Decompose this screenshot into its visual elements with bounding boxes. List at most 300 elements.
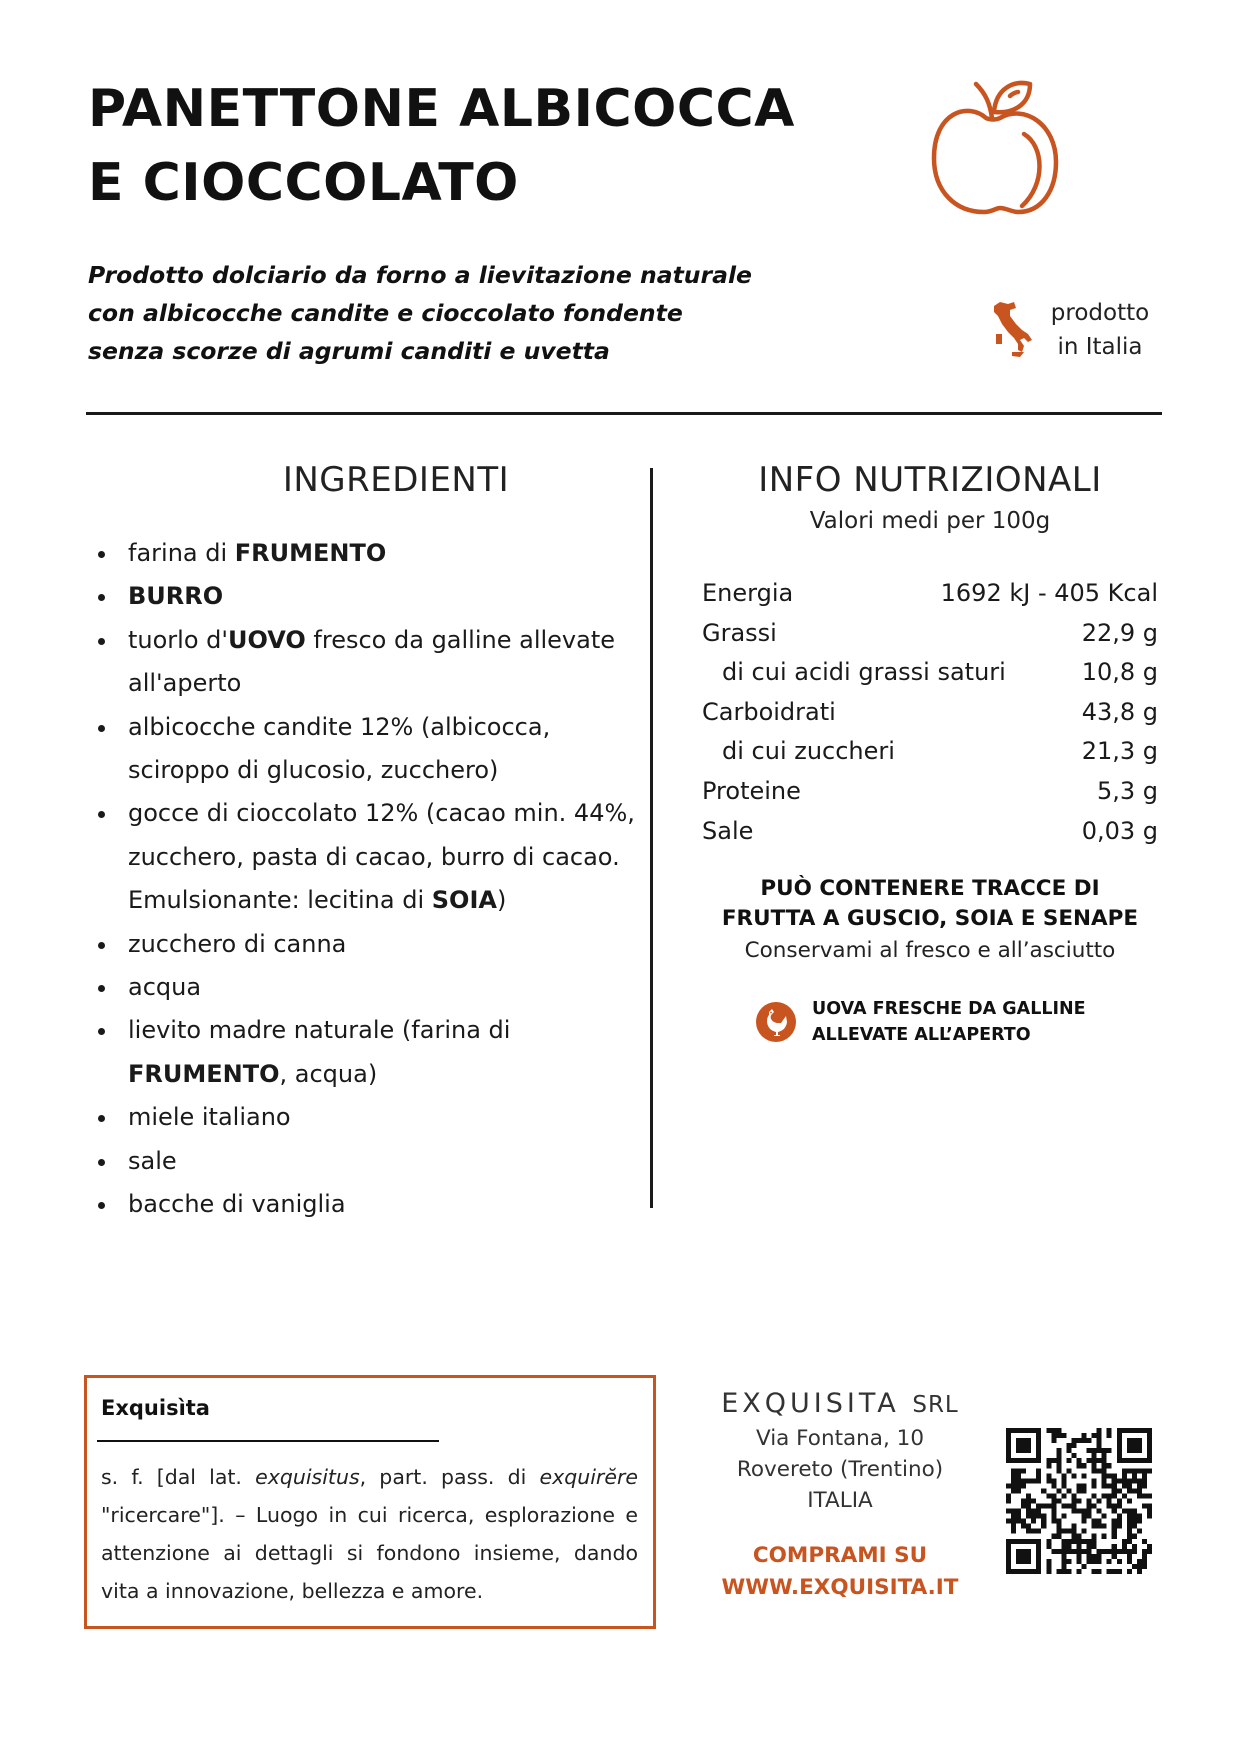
qr-module <box>1006 1544 1011 1549</box>
qr-module <box>1122 1428 1127 1433</box>
qr-module <box>1092 1478 1097 1483</box>
nutrition-table <box>702 574 1158 851</box>
qr-module <box>1011 1569 1016 1574</box>
qr-module <box>1107 1549 1112 1554</box>
qr-module <box>1061 1493 1066 1498</box>
eggs-line-1: UOVA FRESCHE DA GALLINE <box>812 999 1086 1019</box>
qr-module <box>1122 1483 1127 1488</box>
qr-module <box>1061 1473 1066 1478</box>
definition-rule <box>97 1440 439 1442</box>
qr-module <box>1142 1483 1147 1488</box>
qr-module <box>1127 1569 1132 1574</box>
qr-module <box>1117 1443 1122 1448</box>
qr-module <box>1092 1554 1097 1559</box>
qr-module <box>1087 1509 1092 1514</box>
qr-module <box>1092 1458 1097 1463</box>
qr-module <box>1132 1468 1137 1473</box>
qr-module <box>1066 1488 1071 1493</box>
qr-module <box>1006 1493 1011 1498</box>
ingredient-text: gocce di cioccolato 12% (cacao min. 44%, zucchero, pasta di cacao, burro di cacao. Emulsionante: lecitina di <box>128 799 635 915</box>
nutrition-label: di cui acidi grassi saturi <box>722 658 1006 687</box>
qr-module <box>1137 1438 1142 1443</box>
qr-module <box>1082 1519 1087 1524</box>
qr-module <box>1076 1488 1081 1493</box>
qr-module <box>1127 1478 1132 1483</box>
qr-module <box>1036 1504 1041 1509</box>
ingredient-text: farina di <box>128 539 235 567</box>
qr-module <box>1102 1448 1107 1453</box>
qr-module <box>1061 1539 1066 1544</box>
qr-module <box>1016 1514 1021 1519</box>
qr-module <box>1132 1488 1137 1493</box>
qr-module <box>1092 1519 1097 1524</box>
qr-module <box>1097 1569 1102 1574</box>
qr-module <box>1061 1433 1066 1438</box>
qr-module <box>1082 1509 1087 1514</box>
qr-module <box>1071 1549 1076 1554</box>
qr-module <box>1011 1519 1016 1524</box>
qr-module <box>1122 1509 1127 1514</box>
qr-module <box>1026 1428 1031 1433</box>
qr-module <box>1092 1539 1097 1544</box>
qr-module <box>1092 1544 1097 1549</box>
qr-module <box>1021 1554 1026 1559</box>
qr-module <box>1076 1483 1081 1488</box>
qr-module <box>1137 1448 1142 1453</box>
qr-module <box>1006 1453 1011 1458</box>
ingredient-text: bacche di vaniglia <box>128 1190 346 1219</box>
definition-text-segment: , part. pass. di <box>359 1465 540 1489</box>
buy-line-2[interactable]: WWW.EXQUISITA.IT <box>721 1575 959 1600</box>
qr-module <box>1056 1463 1061 1468</box>
qr-module <box>1147 1448 1152 1453</box>
allergen-text: FRUMENTO <box>234 539 387 567</box>
qr-module <box>1036 1549 1041 1554</box>
qr-module <box>1097 1428 1102 1433</box>
qr-module <box>1137 1519 1142 1524</box>
qr-module <box>1021 1549 1026 1554</box>
qr-module <box>1082 1549 1087 1554</box>
qr-module <box>1031 1458 1036 1463</box>
qr-module <box>1016 1488 1021 1493</box>
ingredient-item <box>96 575 656 618</box>
qr-module <box>1006 1448 1011 1453</box>
qr-module <box>1066 1443 1071 1448</box>
qr-module <box>1132 1478 1137 1483</box>
ingredients-heading: INGREDIENTI <box>282 460 510 500</box>
qr-module <box>1102 1473 1107 1478</box>
qr-module <box>1021 1524 1026 1529</box>
qr-module <box>1112 1483 1117 1488</box>
qr-module <box>1132 1509 1137 1514</box>
qr-module <box>1122 1544 1127 1549</box>
nutrition-value: 22,9 g <box>1081 618 1158 647</box>
ingredient-item <box>96 1096 656 1139</box>
qr-module <box>1102 1514 1107 1519</box>
subtitle-line-3: senza scorze di agrumi canditi e uvetta <box>88 337 610 365</box>
qr-module <box>1142 1554 1147 1559</box>
qr-module <box>1137 1458 1142 1463</box>
free-range-eggs-badge <box>756 996 1156 1052</box>
qr-module <box>1082 1564 1087 1569</box>
qr-module <box>1127 1448 1132 1453</box>
ingredient-item <box>96 1009 656 1096</box>
qr-module <box>1056 1468 1061 1473</box>
qr-module <box>1122 1539 1127 1544</box>
qr-module <box>1026 1529 1031 1534</box>
qr-module <box>1147 1544 1152 1549</box>
qr-module <box>1021 1458 1026 1463</box>
allergen-text: FRUMENTO <box>128 1059 280 1088</box>
qr-module <box>1031 1519 1036 1524</box>
qr-module <box>1142 1468 1147 1473</box>
qr-module <box>1112 1529 1117 1534</box>
qr-module <box>1132 1524 1137 1529</box>
qr-module <box>1132 1448 1137 1453</box>
qr-module <box>1026 1498 1031 1503</box>
qr-module <box>1051 1493 1056 1498</box>
qr-module <box>1011 1483 1016 1488</box>
qr-module <box>1036 1468 1041 1473</box>
qr-module <box>1061 1478 1066 1483</box>
qr-module <box>1127 1524 1132 1529</box>
qr-module <box>1107 1498 1112 1503</box>
qr-module <box>1097 1549 1102 1554</box>
qr-module <box>1132 1443 1137 1448</box>
made-in-italy-badge <box>990 296 1180 366</box>
qr-module <box>1142 1478 1147 1483</box>
qr-module <box>1061 1564 1066 1569</box>
qr-module <box>1051 1504 1056 1509</box>
address-line-3: ITALIA <box>807 1488 873 1513</box>
qr-module <box>1107 1433 1112 1438</box>
qr-module <box>1087 1539 1092 1544</box>
qr-module <box>1011 1529 1016 1534</box>
qr-module <box>1137 1559 1142 1564</box>
qr-module <box>1107 1473 1112 1478</box>
qr-module <box>1076 1498 1081 1503</box>
qr-module <box>1061 1559 1066 1564</box>
qr-module <box>1036 1458 1041 1463</box>
qr-module <box>1046 1504 1051 1509</box>
origin-line-2: in Italia <box>1057 334 1143 360</box>
qr-module <box>1102 1463 1107 1468</box>
nutrition-label: di cui zuccheri <box>722 737 895 766</box>
qr-module <box>1036 1564 1041 1569</box>
qr-module <box>1026 1448 1031 1453</box>
qr-module <box>1092 1569 1097 1574</box>
qr-module <box>1107 1559 1112 1564</box>
qr-module <box>1021 1498 1026 1503</box>
qr-module <box>1102 1458 1107 1463</box>
qr-module <box>1006 1569 1011 1574</box>
qr-module <box>1087 1448 1092 1453</box>
company-suffix: SRL <box>912 1392 959 1418</box>
qr-module <box>1076 1534 1081 1539</box>
qr-module <box>1051 1438 1056 1443</box>
qr-module <box>1097 1554 1102 1559</box>
qr-module <box>1122 1549 1127 1554</box>
nutrition-row <box>702 614 1158 654</box>
qr-module <box>1137 1493 1142 1498</box>
qr-code-icon[interactable] <box>1006 1428 1152 1574</box>
italy-map-icon <box>990 300 1034 358</box>
qr-module <box>1026 1493 1031 1498</box>
qr-module <box>1107 1493 1112 1498</box>
qr-module <box>1056 1448 1061 1453</box>
ingredient-item <box>96 706 656 793</box>
nutrition-value: 5,3 g <box>1096 776 1158 805</box>
qr-module <box>1142 1473 1147 1478</box>
qr-module <box>1036 1433 1041 1438</box>
nutrition-value: 1692 kJ - 405 Kcal <box>940 579 1158 607</box>
qr-module <box>1036 1453 1041 1458</box>
allergen-text: SOIA <box>431 886 497 915</box>
qr-module <box>1087 1504 1092 1509</box>
qr-module <box>1016 1478 1021 1483</box>
qr-module <box>1097 1448 1102 1453</box>
qr-module <box>1006 1458 1011 1463</box>
qr-module <box>1092 1433 1097 1438</box>
qr-module <box>1122 1478 1127 1483</box>
qr-module <box>1016 1483 1021 1488</box>
qr-module <box>1056 1453 1061 1458</box>
qr-module <box>1097 1468 1102 1473</box>
qr-module <box>1122 1468 1127 1473</box>
qr-module <box>1011 1539 1016 1544</box>
origin-line-1: prodotto <box>1050 300 1150 326</box>
qr-module <box>1076 1544 1081 1549</box>
qr-module <box>1071 1539 1076 1544</box>
qr-module <box>1076 1539 1081 1544</box>
qr-module <box>1082 1438 1087 1443</box>
qr-module <box>1046 1478 1051 1483</box>
qr-module <box>1046 1493 1051 1498</box>
qr-module <box>1127 1519 1132 1524</box>
definition-word: Exquisìta <box>101 1396 210 1420</box>
qr-module <box>1011 1473 1016 1478</box>
nutrition-row <box>702 693 1158 733</box>
qr-module <box>1016 1448 1021 1453</box>
qr-module <box>1051 1428 1056 1433</box>
nutrition-label: Proteine <box>702 776 801 805</box>
ingredient-item <box>96 966 656 1009</box>
qr-module <box>1112 1478 1117 1483</box>
qr-module <box>1051 1458 1056 1463</box>
nutrition-subheading: Valori medi per 100g <box>809 508 1051 534</box>
company-name <box>700 1386 980 1423</box>
qr-module <box>1112 1504 1117 1509</box>
qr-module <box>1071 1534 1076 1539</box>
nutrition-row <box>702 772 1158 812</box>
qr-module <box>1132 1534 1137 1539</box>
qr-module <box>1147 1458 1152 1463</box>
qr-module <box>1107 1448 1112 1453</box>
qr-module <box>1051 1509 1056 1514</box>
qr-module <box>1107 1483 1112 1488</box>
qr-module <box>1026 1569 1031 1574</box>
qr-module <box>1117 1524 1122 1529</box>
qr-module <box>1066 1448 1071 1453</box>
qr-module <box>1056 1498 1061 1503</box>
qr-module <box>1036 1448 1041 1453</box>
qr-module <box>1112 1509 1117 1514</box>
qr-module <box>1041 1524 1046 1529</box>
qr-module <box>1082 1539 1087 1544</box>
qr-module <box>1011 1514 1016 1519</box>
qr-module <box>1026 1554 1031 1559</box>
qr-module <box>1127 1488 1132 1493</box>
ingredient-item <box>96 923 656 966</box>
qr-module <box>1066 1559 1071 1564</box>
qr-module <box>1006 1564 1011 1569</box>
ingredient-text: sale <box>128 1146 177 1175</box>
allergen-warning <box>700 874 1160 934</box>
qr-module <box>1036 1478 1041 1483</box>
qr-module <box>1127 1428 1132 1433</box>
qr-module <box>1076 1509 1081 1514</box>
qr-module <box>1031 1514 1036 1519</box>
qr-module <box>1092 1493 1097 1498</box>
ingredient-text: fresco da galline allevate all'aperto <box>128 625 616 698</box>
qr-module <box>1112 1554 1117 1559</box>
ingredient-item <box>96 1183 656 1226</box>
definition-text-segment: "ricercare"]. – Luogo in cui ricerca, esplorazione e attenzione ai dettagli si fondono insieme, dando vita a innovazione, bellezza e amore. <box>101 1503 638 1603</box>
qr-module <box>1137 1483 1142 1488</box>
qr-module <box>1142 1493 1147 1498</box>
qr-module <box>1112 1524 1117 1529</box>
qr-module <box>1112 1544 1117 1549</box>
ingredient-text: , acqua) <box>279 1059 378 1088</box>
qr-module <box>1026 1524 1031 1529</box>
nutrition-value: 0,03 g <box>1081 816 1158 845</box>
qr-module <box>1006 1559 1011 1564</box>
qr-module <box>1046 1428 1051 1433</box>
qr-module <box>1142 1504 1147 1509</box>
qr-module <box>1046 1539 1051 1544</box>
qr-module <box>1061 1514 1066 1519</box>
definition-text-segment: s. f. [dal lat. <box>101 1465 256 1489</box>
qr-module <box>1061 1544 1066 1549</box>
qr-module <box>1097 1519 1102 1524</box>
qr-module <box>1142 1564 1147 1569</box>
buy-online-link[interactable] <box>700 1540 980 1604</box>
qr-module <box>1127 1438 1132 1443</box>
qr-module <box>1142 1549 1147 1554</box>
qr-module <box>1041 1519 1046 1524</box>
qr-module <box>1132 1564 1137 1569</box>
qr-module <box>1117 1433 1122 1438</box>
qr-module <box>1071 1438 1076 1443</box>
qr-module <box>1021 1504 1026 1509</box>
qr-module <box>1036 1569 1041 1574</box>
qr-module <box>1087 1458 1092 1463</box>
qr-module <box>1137 1428 1142 1433</box>
qr-module <box>1147 1549 1152 1554</box>
qr-module <box>1021 1569 1026 1574</box>
header-divider <box>86 412 1162 415</box>
qr-module <box>1097 1509 1102 1514</box>
qr-module <box>1036 1514 1041 1519</box>
qr-module <box>1011 1524 1016 1529</box>
qr-module <box>1011 1488 1016 1493</box>
qr-module <box>1031 1428 1036 1433</box>
qr-module <box>1016 1458 1021 1463</box>
qr-module <box>1102 1478 1107 1483</box>
qr-module <box>1051 1483 1056 1488</box>
ingredient-text: ) <box>496 886 507 915</box>
qr-module <box>1102 1524 1107 1529</box>
nutrition-label: Carboidrati <box>702 697 836 726</box>
qr-module <box>1137 1478 1142 1483</box>
qr-module <box>1122 1458 1127 1463</box>
qr-module <box>1046 1559 1051 1564</box>
qr-module <box>1066 1539 1071 1544</box>
qr-module <box>1082 1483 1087 1488</box>
qr-module <box>1046 1463 1051 1468</box>
qr-module <box>1092 1463 1097 1468</box>
qr-module <box>1071 1453 1076 1458</box>
qr-module <box>1117 1458 1122 1463</box>
qr-module <box>1036 1443 1041 1448</box>
qr-module <box>1066 1544 1071 1549</box>
qr-module <box>1076 1463 1081 1468</box>
qr-module <box>1127 1514 1132 1519</box>
qr-module <box>1132 1549 1137 1554</box>
qr-module <box>1011 1509 1016 1514</box>
qr-module <box>1082 1463 1087 1468</box>
qr-module <box>1127 1554 1132 1559</box>
qr-module <box>1122 1473 1127 1478</box>
ingredient-text: miele italiano <box>128 1103 291 1132</box>
qr-module <box>1016 1539 1021 1544</box>
nutrition-value: 21,3 g <box>1081 737 1158 766</box>
qr-module <box>1147 1443 1152 1448</box>
qr-module <box>1132 1428 1137 1433</box>
qr-module <box>1092 1448 1097 1453</box>
qr-module <box>1147 1438 1152 1443</box>
qr-module <box>1066 1569 1071 1574</box>
qr-module <box>1051 1478 1056 1483</box>
qr-module <box>1112 1534 1117 1539</box>
qr-module <box>1016 1468 1021 1473</box>
qr-module <box>1056 1519 1061 1524</box>
ingredient-item <box>96 1140 656 1183</box>
qr-module <box>1132 1473 1137 1478</box>
qr-module <box>1097 1443 1102 1448</box>
qr-module <box>1117 1488 1122 1493</box>
nutrition-label: Sale <box>702 816 754 845</box>
qr-module <box>1132 1458 1137 1463</box>
qr-module <box>1127 1539 1132 1544</box>
qr-module <box>1021 1438 1026 1443</box>
hen-icon <box>756 1002 796 1042</box>
qr-module <box>1076 1549 1081 1554</box>
definition-text <box>101 1458 638 1610</box>
qr-module <box>1006 1509 1011 1514</box>
qr-module <box>1082 1514 1087 1519</box>
qr-module <box>1016 1509 1021 1514</box>
qr-module <box>1021 1559 1026 1564</box>
allergen-line-1: PUÒ CONTENERE TRACCE DI <box>760 876 1100 901</box>
qr-module <box>1102 1534 1107 1539</box>
qr-module <box>1046 1569 1051 1574</box>
qr-module <box>1117 1438 1122 1443</box>
qr-module <box>1102 1483 1107 1488</box>
qr-module <box>1092 1534 1097 1539</box>
qr-module <box>1006 1443 1011 1448</box>
qr-module <box>1061 1529 1066 1534</box>
